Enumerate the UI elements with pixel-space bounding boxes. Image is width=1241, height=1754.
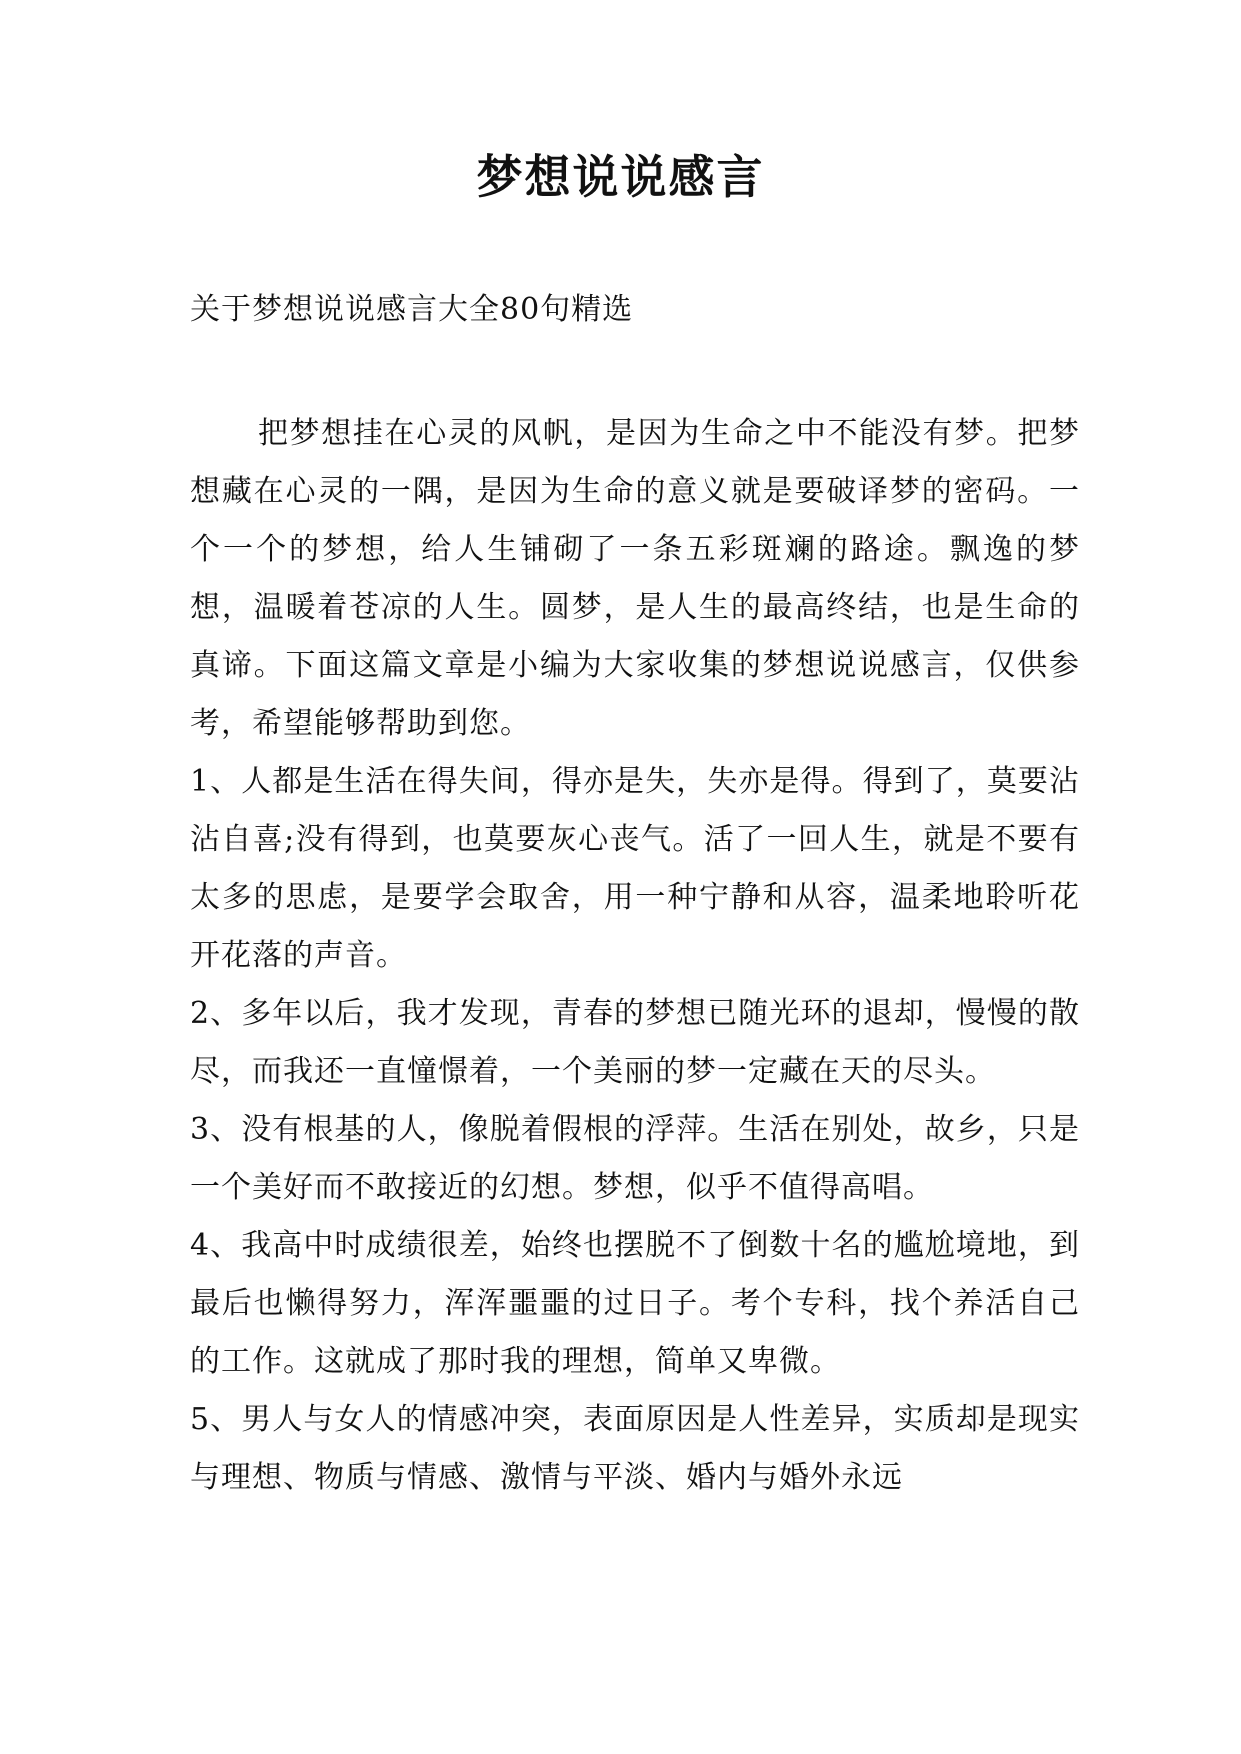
list-item: 4、我高中时成绩很差，始终也摆脱不了倒数十名的尴尬境地，到最后也懒得努力，浑浑噩噩的过日子。考个专科，找个养活自己的工作。这就成了那时我的理想，简单又卑微。 (190, 1228, 1080, 1379)
list-item: 3、没有根基的人，像脱着假根的浮萍。生活在别处，故乡，只是一个美好而不敢接近的幻想。梦想，似乎不值得高唱。 (190, 1112, 1080, 1205)
list-item: 5、男人与女人的情感冲突，表面原因是人性差异，实质却是现实与理想、物质与情感、激情与平淡、婚内与婚外永远 (190, 1402, 1080, 1495)
list-item: 1、人都是生活在得失间，得亦是失，失亦是得。得到了，莫要沾沾自喜;没有得到，也莫要灰心丧气。活了一回人生，就是不要有太多的思虑，是要学会取舍，用一种宁静和从容，温柔地聆听花开花落的声音。 (190, 764, 1080, 973)
document-subtitle: 关于梦想说说感言大全80句精选 (190, 292, 634, 327)
document-body (190, 405, 1080, 1507)
intro-paragraph: 把梦想挂在心灵的风帆，是因为生命之中不能没有梦。把梦想藏在心灵的一隅，是因为生命的意义就是要破译梦的密码。一个一个的梦想，给人生铺砌了一条五彩斑斓的路途。飘逸的梦想，温暖着苍凉的人生。圆梦，是人生的最高终结，也是生命的真谛。下面这篇文章是小编为大家收集的梦想说说感言，仅供参考，希望能够帮助到您。 (190, 416, 1080, 741)
document-title: 梦想说说感言 (476, 150, 765, 204)
list-item: 2、多年以后，我才发现，青春的梦想已随光环的退却，慢慢的散尽，而我还一直憧憬着，一个美丽的梦一定藏在天的尽头。 (190, 996, 1080, 1089)
